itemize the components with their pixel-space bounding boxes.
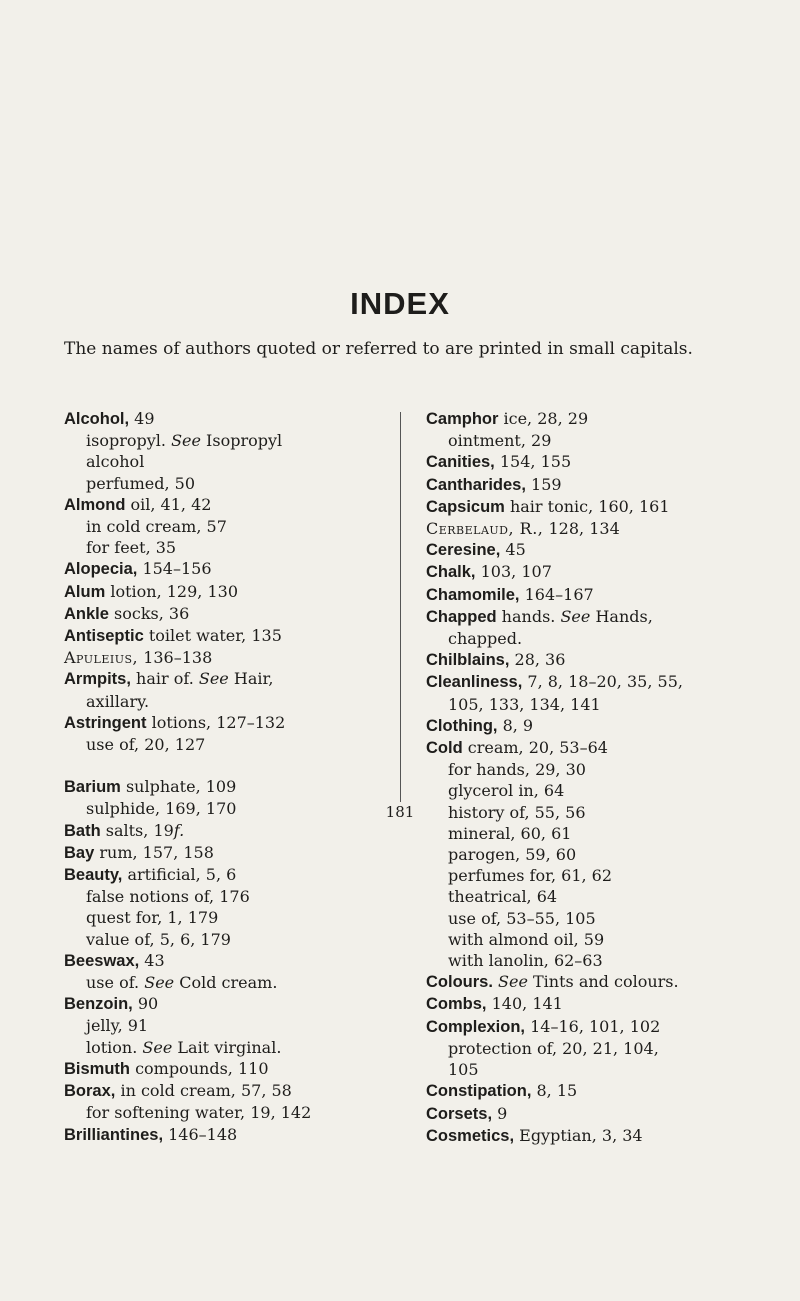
entry-locator: artificial, 5, 6 (122, 865, 237, 885)
entry-text: isopropyl. (86, 431, 172, 451)
entry-locator: 49 (129, 409, 155, 428)
index-entry (64, 408, 384, 430)
index-subentry (64, 516, 384, 537)
entry-headword: Camphor (426, 410, 499, 428)
entry-locator: rum, 157, 158 (94, 842, 214, 862)
entry-locator: 164–167 (519, 584, 594, 604)
index-subentry (426, 1038, 746, 1059)
index-entry (426, 496, 746, 518)
entry-text: history of, 55, 56 (448, 802, 586, 822)
entry-headword: Chilblains, (426, 651, 510, 670)
index-subentry (64, 1102, 384, 1123)
index-subentry (64, 430, 384, 451)
entry-headword: Ceresine, (426, 541, 501, 560)
entry-locator: 8, 15 (531, 1081, 578, 1101)
entry-text: sulphide, 169, 170 (86, 799, 237, 819)
entry-locator: 146–148 (163, 1124, 238, 1144)
entry-reference-target: Hair, (228, 669, 274, 689)
index-subentry (64, 1037, 384, 1058)
entry-reference-target: Cold cream. (174, 973, 278, 993)
index-entry (426, 671, 746, 693)
entry-author-name: Cerbelaud, R., (426, 519, 544, 539)
entry-text: value of, 5, 6, 179 (86, 929, 231, 949)
entry-headword: Beeswax, (64, 951, 140, 970)
index-entry (426, 408, 746, 430)
entry-text: for hands, 29, 30 (448, 760, 586, 780)
index-entry (64, 494, 384, 516)
index-entry (64, 864, 384, 886)
entry-text: 105, 133, 134, 141 (448, 694, 601, 714)
entry-headword: Chamomile, (426, 585, 520, 604)
entry-headword: Antiseptic (64, 627, 144, 646)
index-entry (426, 539, 746, 561)
index-entry (64, 820, 384, 842)
index-entry (64, 842, 384, 864)
entry-text: alcohol (86, 452, 145, 472)
index-entry (64, 668, 384, 690)
entry-cross-reference: See (144, 973, 175, 993)
entry-reference-target: Tints and colours. (527, 972, 679, 992)
entry-headword: Chalk, (426, 563, 476, 582)
index-entry (64, 950, 384, 972)
entry-text: perfumed, 50 (86, 473, 195, 493)
index-entry (64, 603, 384, 625)
entry-headword: Alcohol, (64, 410, 130, 428)
index-subentry (64, 929, 384, 950)
index-entry (426, 474, 746, 496)
index-entry (426, 1103, 746, 1125)
entry-locator: 140, 141 (486, 994, 563, 1014)
index-subentry (64, 537, 384, 558)
index-subentry (426, 929, 746, 950)
index-entry (64, 1058, 384, 1080)
index-column-right (426, 408, 746, 1147)
entry-locator: oil, 41, 42 (125, 494, 212, 514)
index-entry (426, 971, 746, 993)
entry-headword: Cleanliness, (426, 673, 523, 692)
entry-locator: 154, 155 (494, 452, 572, 472)
entry-text: parogen, 59, 60 (448, 845, 577, 865)
entry-headword: Benzoin, (64, 995, 133, 1014)
index-subentry (426, 430, 746, 451)
index-entry (64, 647, 384, 668)
entry-headword: Armpits, (64, 670, 131, 689)
entry-locator: 8, 9 (497, 715, 534, 735)
entry-locator: 90 (132, 994, 159, 1014)
entry-text: in cold cream, 57 (86, 517, 227, 537)
entry-headword: Capsicum (426, 497, 505, 516)
entry-reference-target: Isopropyl (200, 431, 283, 451)
entry-text: glycerol in, 64 (448, 781, 565, 801)
entry-headword: Chapped (426, 607, 497, 626)
index-entry (426, 606, 746, 628)
entry-cross-reference: See (142, 1037, 173, 1057)
entry-locator: toilet water, 135 (143, 626, 282, 646)
entry-text: ointment, 29 (448, 431, 552, 451)
index-subentry (426, 628, 746, 649)
entry-text: use of. (86, 973, 145, 993)
index-entry (64, 581, 384, 603)
index-entry (64, 993, 384, 1015)
entry-text: for softening water, 19, 142 (86, 1103, 312, 1123)
index-entry (64, 712, 384, 734)
index-entry (64, 625, 384, 647)
entry-headword: Constipation, (426, 1082, 532, 1101)
index-entry (426, 993, 746, 1015)
entry-headword: Beauty, (64, 866, 123, 885)
index-entry (426, 561, 746, 583)
entry-headword: Canities, (426, 453, 495, 472)
index-entry (426, 451, 746, 473)
entry-locator: compounds, 110 (130, 1058, 269, 1078)
index-entry (426, 584, 746, 606)
index-entry (426, 1125, 746, 1147)
entry-locator: 7, 8, 18–20, 35, 55, (522, 672, 683, 692)
entry-reference-target: Hands, (590, 606, 653, 626)
index-entry (426, 737, 746, 759)
intro-note: The names of authors quoted or referred to are printed in small capitals. (64, 339, 693, 359)
entry-cross-reference: See (498, 972, 528, 992)
index-subentry (64, 734, 384, 755)
index-column-left (64, 408, 384, 1146)
entry-cross-reference: See (560, 606, 591, 626)
entry-text: use of, 20, 127 (86, 735, 206, 755)
index-subentry (64, 1015, 384, 1036)
entry-locator: salts, 19 (100, 820, 174, 840)
entry-text: perfumes for, 61, 62 (448, 866, 613, 886)
index-subentry (426, 908, 746, 929)
index-subentry (64, 451, 384, 472)
entry-text: with almond oil, 59 (448, 929, 605, 949)
index-subentry (426, 844, 746, 865)
entry-locator: 136–138 (138, 648, 213, 668)
entry-text: chapped. (448, 629, 523, 649)
index-entry (426, 1016, 746, 1038)
entry-text: false notions of, 176 (86, 887, 250, 907)
index-entry (64, 1080, 384, 1102)
entry-locator: sulphate, 109 (120, 777, 237, 797)
entry-cross-reference: See (198, 669, 229, 689)
entry-locator: 9 (492, 1103, 508, 1123)
entry-headword: Complexion, (426, 1017, 526, 1036)
entry-headword: Corsets, (426, 1104, 493, 1123)
entry-headword: Almond (64, 495, 126, 514)
entry-headword: Ankle (64, 604, 109, 623)
entry-headword: Combs, (426, 995, 487, 1014)
entry-text: use of, 53–55, 105 (448, 908, 596, 928)
index-entry (64, 776, 384, 798)
entry-reference-target: Lait virginal. (172, 1037, 282, 1057)
index-entry (426, 518, 746, 539)
index-entry (64, 558, 384, 580)
entry-locator: 128, 134 (543, 519, 620, 539)
entry-text: mineral, 60, 61 (448, 823, 572, 843)
entry-text: axillary. (86, 691, 150, 711)
index-subentry (426, 759, 746, 780)
entry-locator: hands. (496, 606, 561, 626)
entry-text: quest for, 1, 179 (86, 908, 219, 928)
entry-locator: hair of. (130, 669, 199, 689)
column-divider (400, 412, 401, 802)
entry-text: protection of, 20, 21, 104, (448, 1038, 659, 1058)
entry-locator: cream, 20, 53–64 (462, 738, 608, 758)
page-number: 181 (385, 803, 415, 821)
entry-cross-reference: See (171, 431, 201, 451)
index-subentry (426, 886, 746, 907)
entry-headword: Borax, (64, 1082, 116, 1101)
entry-headword: Clothing, (426, 716, 498, 735)
index-subentry (64, 907, 384, 928)
entry-headword: Cosmetics, (426, 1126, 515, 1145)
index-subentry (64, 972, 384, 993)
index-subentry (64, 886, 384, 907)
entry-locator: Egyptian, 3, 34 (514, 1125, 643, 1145)
entry-headword: Astringent (64, 713, 147, 732)
entry-text: lotion. (86, 1037, 143, 1057)
index-subentry (426, 950, 746, 971)
entry-text: 105 (448, 1060, 479, 1080)
index-subentry (64, 473, 384, 494)
entry-text: with lanolin, 62–63 (448, 951, 603, 971)
entry-locator: 103, 107 (475, 562, 552, 582)
index-entry (426, 715, 746, 737)
entry-locator: hair tonic, 160, 161 (504, 496, 670, 516)
entry-headword: Brilliantines, (64, 1125, 164, 1144)
entry-locator: 159 (525, 474, 562, 494)
page-title: INDEX (350, 286, 450, 321)
entry-locator: in cold cream, 57, 58 (115, 1081, 292, 1101)
entry-headword: Bath (64, 821, 101, 840)
index-subentry (426, 694, 746, 715)
entry-headword: Bismuth (64, 1059, 130, 1078)
entry-locator: 45 (500, 540, 526, 560)
entry-headword: Cantharides, (426, 475, 526, 494)
entry-text: jelly, 91 (86, 1016, 149, 1036)
entry-locator: lotions, 127–132 (146, 712, 286, 732)
entry-locator: 14–16, 101, 102 (525, 1016, 661, 1036)
entry-locator: 154–156 (137, 559, 212, 579)
entry-headword: Cold (426, 739, 463, 758)
entry-locator: lotion, 129, 130 (105, 581, 238, 601)
entry-headword: Alopecia, (64, 560, 138, 579)
entry-locator: ice, 28, 29 (498, 409, 589, 428)
index-subentry (426, 823, 746, 844)
index-subentry (426, 780, 746, 801)
entry-text: theatrical, 64 (448, 887, 558, 907)
index-entry (64, 1124, 384, 1146)
index-subentry (64, 691, 384, 712)
index-entry (426, 649, 746, 671)
entry-headword: Bay (64, 843, 95, 862)
entry-headword: Colours. (426, 973, 493, 992)
entry-headword: Barium (64, 778, 121, 797)
entry-text: for feet, 35 (86, 538, 177, 558)
entry-locator: 43 (139, 950, 165, 970)
index-subentry (426, 1059, 746, 1080)
index-subentry (426, 865, 746, 886)
entry-cross-reference: f. (173, 820, 185, 840)
entry-locator: 28, 36 (509, 650, 566, 670)
entry-headword: Alum (64, 582, 106, 601)
entry-locator: socks, 36 (108, 603, 190, 623)
index-entry (426, 1080, 746, 1102)
entry-author-name: Apuleius, (64, 648, 139, 668)
